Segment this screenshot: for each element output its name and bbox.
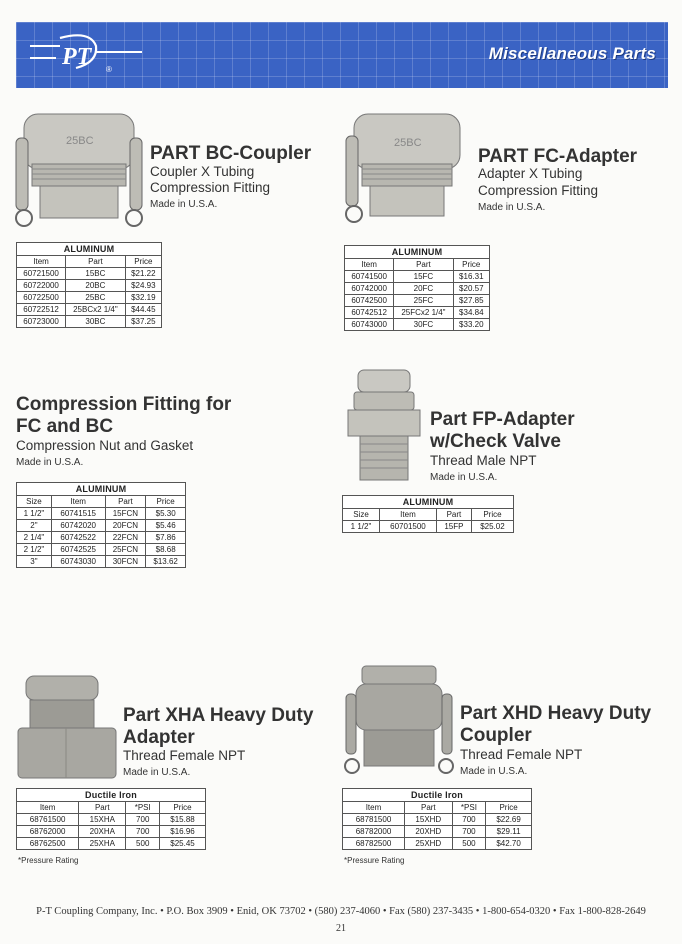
cell: $5.46	[146, 520, 186, 532]
fcn-title-2: FC and BC	[16, 416, 114, 437]
cell: 25XHD	[404, 838, 452, 850]
cell: 15BC	[66, 268, 126, 280]
col-header: Item	[345, 259, 394, 271]
col-header: Part	[404, 802, 452, 814]
cell: $29.11	[486, 826, 532, 838]
cell: $7.86	[146, 532, 186, 544]
bc-coupler-image	[14, 104, 144, 234]
col-header: Part	[394, 259, 453, 271]
cell: $16.31	[453, 271, 489, 283]
col-header: Price	[146, 496, 186, 508]
fcn-subtitle-1: Compression Nut and Gasket	[16, 438, 194, 453]
xha-title-1: Part XHA Heavy Duty	[123, 705, 314, 726]
xhd-title-2: Coupler	[460, 725, 532, 746]
col-header: Price	[160, 802, 206, 814]
cell: 700	[126, 826, 160, 838]
cell: 60722512	[17, 304, 66, 316]
cell: 15XHD	[404, 814, 452, 826]
cell: 30FCN	[105, 556, 146, 568]
cell: 60742525	[51, 544, 105, 556]
cell: 60743000	[345, 319, 394, 331]
xhd-coupler-image	[344, 664, 454, 780]
table-group-header: ALUMINUM	[17, 243, 162, 256]
cell: 68781500	[343, 814, 405, 826]
cell: 20FCN	[105, 520, 146, 532]
cell: 60701500	[379, 521, 436, 533]
cell: $42.70	[486, 838, 532, 850]
table-row	[343, 826, 532, 838]
cell: 20XHD	[404, 826, 452, 838]
col-header: Size	[17, 496, 52, 508]
xha-title-2: Adapter	[123, 727, 195, 748]
cell: 60742020	[51, 520, 105, 532]
pt-logo	[26, 28, 146, 82]
cell: $20.57	[453, 283, 489, 295]
cell: $25.45	[160, 838, 206, 850]
cell: $44.45	[125, 304, 161, 316]
footer-contact: P-T Coupling Company, Inc. • P.O. Box 3909 • Enid, OK 73702 • (580) 237-4060 • Fax (580) 237-3435 • 1-800-654-0320 • Fax 1-800-828-2649	[36, 906, 646, 917]
cell: 20FC	[394, 283, 453, 295]
svg-text:®: ®	[106, 65, 112, 74]
xhd-footnote: *Pressure Rating	[344, 856, 405, 865]
svg-text:25BC: 25BC	[66, 135, 94, 147]
table-row	[343, 521, 514, 533]
table-row	[17, 556, 186, 568]
table-row	[345, 307, 490, 319]
fc-subtitle-2: Compression Fitting	[478, 183, 599, 198]
cell: $16.96	[160, 826, 206, 838]
col-header: Price	[125, 256, 161, 268]
table-row	[17, 304, 162, 316]
cell: 60722500	[17, 292, 66, 304]
cell: 22FCN	[105, 532, 146, 544]
cell: 25FCx2 1/4"	[394, 307, 453, 319]
bc-made-in: Made in U.S.A.	[150, 199, 218, 210]
fp-subtitle-1: Thread Male NPT	[430, 453, 537, 468]
cell: $32.19	[125, 292, 161, 304]
cell: $15.88	[160, 814, 206, 826]
cell: 25BC	[66, 292, 126, 304]
col-header: Part	[66, 256, 126, 268]
cell: $8.68	[146, 544, 186, 556]
col-header: Price	[486, 802, 532, 814]
table-row	[345, 271, 490, 283]
table-row	[17, 508, 186, 520]
cell: 500	[452, 838, 485, 850]
table-group-header: Ductile Iron	[17, 789, 206, 802]
table-row	[343, 814, 532, 826]
xha-made-in: Made in U.S.A.	[123, 767, 191, 778]
cell: 15XHA	[79, 814, 126, 826]
cell: 30BC	[66, 316, 126, 328]
col-header: Price	[453, 259, 489, 271]
cell: 60742000	[345, 283, 394, 295]
cell: $27.85	[453, 295, 489, 307]
table-row	[343, 838, 532, 850]
cell: $37.25	[125, 316, 161, 328]
cell: 20BC	[66, 280, 126, 292]
cell: 20XHA	[79, 826, 126, 838]
xha-footnote: *Pressure Rating	[18, 856, 79, 865]
xhd-made-in: Made in U.S.A.	[460, 766, 528, 777]
cell: 60741500	[345, 271, 394, 283]
cell: 68762500	[17, 838, 79, 850]
cell: 60742522	[51, 532, 105, 544]
cell: 700	[452, 814, 485, 826]
fc-price-table	[344, 245, 490, 331]
cell: 25FC	[394, 295, 453, 307]
table-group-header: ALUMINUM	[343, 496, 514, 509]
cell: 60743030	[51, 556, 105, 568]
fc-subtitle-1: Adapter X Tubing	[478, 166, 583, 181]
xha-adapter-image	[16, 674, 118, 782]
fp-title-1: Part FP-Adapter	[430, 409, 575, 430]
cell: 60742512	[345, 307, 394, 319]
col-header: Size	[343, 509, 380, 521]
bc-subtitle-1: Coupler X Tubing	[150, 164, 255, 179]
col-header: Item	[51, 496, 105, 508]
col-header: Part	[105, 496, 146, 508]
fc-title: PART FC-Adapter	[478, 146, 638, 167]
fp-made-in: Made in U.S.A.	[430, 472, 498, 483]
fp-title-2: w/Check Valve	[430, 431, 561, 452]
svg-text:PT: PT	[62, 44, 92, 70]
cell: $33.20	[453, 319, 489, 331]
cell: 1 1/2"	[17, 508, 52, 520]
table-row	[17, 532, 186, 544]
col-header: Part	[79, 802, 126, 814]
cell: $21.22	[125, 268, 161, 280]
table-group-header: ALUMINUM	[17, 483, 186, 496]
cell: 60721500	[17, 268, 66, 280]
bc-price-table	[16, 242, 162, 328]
cell: 25BCx2 1/4"	[66, 304, 126, 316]
table-row	[17, 292, 162, 304]
cell: 60723000	[17, 316, 66, 328]
cell: 25FCN	[105, 544, 146, 556]
table-row	[17, 814, 206, 826]
cell: $25.02	[471, 521, 513, 533]
cell: 700	[126, 814, 160, 826]
cell: 2 1/2"	[17, 544, 52, 556]
header-banner	[16, 22, 668, 88]
cell: 15FP	[436, 521, 471, 533]
fc-made-in: Made in U.S.A.	[478, 202, 546, 213]
cell: 3"	[17, 556, 52, 568]
table-row	[17, 838, 206, 850]
table-row	[17, 826, 206, 838]
cell: 60741515	[51, 508, 105, 520]
cell: 30FC	[394, 319, 453, 331]
col-header: Part	[436, 509, 471, 521]
svg-text:25BC: 25BC	[394, 137, 422, 149]
xhd-price-table	[342, 788, 532, 850]
table-row	[17, 520, 186, 532]
fcn-price-table	[16, 482, 186, 568]
cell: 68782500	[343, 838, 405, 850]
col-header: Item	[343, 802, 405, 814]
cell: 500	[126, 838, 160, 850]
cell: 2"	[17, 520, 52, 532]
fcn-made-in: Made in U.S.A.	[16, 457, 84, 468]
col-header: *PSI	[452, 802, 485, 814]
cell: 1 1/2"	[343, 521, 380, 533]
table-row	[345, 283, 490, 295]
table-group-header: Ductile Iron	[343, 789, 532, 802]
xha-subtitle-1: Thread Female NPT	[123, 748, 246, 763]
page-title: Miscellaneous Parts	[488, 44, 656, 63]
cell: 700	[452, 826, 485, 838]
xhd-subtitle-1: Thread Female NPT	[460, 747, 583, 762]
col-header: Item	[379, 509, 436, 521]
bc-subtitle-2: Compression Fitting	[150, 180, 271, 195]
col-header: Item	[17, 256, 66, 268]
bc-title: PART BC-Coupler	[150, 143, 312, 164]
table-row	[345, 295, 490, 307]
table-row	[345, 319, 490, 331]
cell: $5.30	[146, 508, 186, 520]
table-row	[17, 316, 162, 328]
cell: 68762000	[17, 826, 79, 838]
table-group-header: ALUMINUM	[345, 246, 490, 259]
xha-price-table	[16, 788, 206, 850]
cell: 2 1/4"	[17, 532, 52, 544]
fp-adapter-image	[344, 368, 424, 486]
cell: $34.84	[453, 307, 489, 319]
cell: $24.93	[125, 280, 161, 292]
cell: 60722000	[17, 280, 66, 292]
cell: 25XHA	[79, 838, 126, 850]
col-header: *PSI	[126, 802, 160, 814]
col-header: Price	[471, 509, 513, 521]
table-row	[17, 268, 162, 280]
cell: 68761500	[17, 814, 79, 826]
cell: 15FCN	[105, 508, 146, 520]
page-number: 21	[336, 923, 346, 934]
table-row	[17, 280, 162, 292]
cell: 68782000	[343, 826, 405, 838]
fc-adapter-image	[342, 106, 472, 232]
cell: 15FC	[394, 271, 453, 283]
fp-price-table	[342, 495, 514, 533]
xhd-title-1: Part XHD Heavy Duty	[460, 703, 652, 724]
col-header: Item	[17, 802, 79, 814]
cell: 60742500	[345, 295, 394, 307]
table-row	[17, 544, 186, 556]
cell: $13.62	[146, 556, 186, 568]
cell: $22.69	[486, 814, 532, 826]
fcn-title-1: Compression Fitting for	[16, 394, 232, 415]
